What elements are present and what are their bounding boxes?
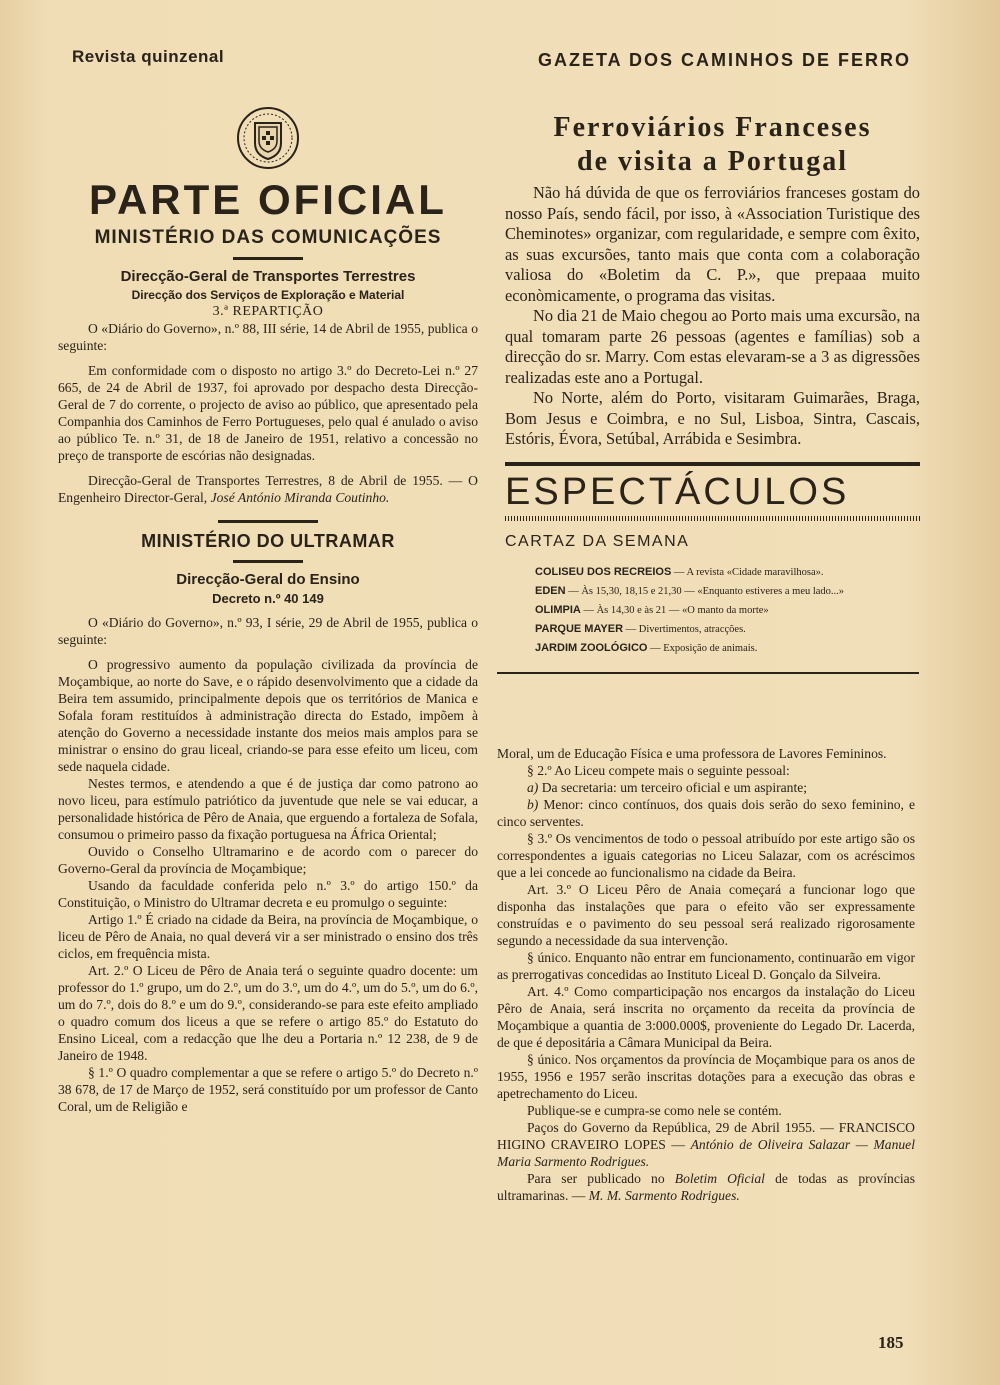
paragraph: O «Diário do Governo», n.º 88, III série, 14 de Abril de 1955, publica o seguinte: — [58, 321, 478, 353]
listing-item: COLISEU DOS RECREIOS — A revista «Cidade maravilhosa». — [535, 565, 824, 578]
signature: M. M. Sarmento Rodrigues. — [588, 1188, 740, 1203]
right-column-continuation — [497, 745, 915, 1204]
running-head-right: GAZETA DOS CAMINHOS DE FERRO — [538, 50, 912, 70]
hatched-rule — [505, 516, 920, 521]
paragraph: a) Da secretaria: um terceiro oficial e um aspirante; — [527, 780, 808, 795]
paragraph: Não há dúvida de que os ferroviários franceses gostam do nosso País, sendo fácil, por isso, à «Association Turistique des Cheminotes» organizar, com regularidade, e sempre com êxito, as suas excursões, tanto mais que conta com a colaboração valiosa do «Boletim da C. P.», que prepaaa muito econòmicamente, o programa das visitas. — [505, 183, 920, 305]
running-head-left: Revista quinzenal — [72, 47, 225, 66]
section-heading: Direcção-Geral do Ensino — [176, 571, 360, 588]
divider — [505, 462, 920, 466]
page-title: PARTE OFICIAL — [89, 176, 447, 223]
paragraph: Para ser publicado no Boletim Oficial de todas as províncias ultramarinas. — M. M. Sarmento Rodrigues. — [497, 1171, 915, 1203]
divider — [497, 672, 919, 674]
paragraph: Art. 3.º O Liceu Pêro de Anaia começará a funcionar logo que disponha das instalações que para o efeito vão ser expressamente construídas e o pavimento do seu pessoal será realizado rigorosamente segundo a necessidade da sua intervenção. — [497, 882, 915, 948]
repartition-label: 3.ª REPARTIÇÃO — [212, 304, 324, 319]
paragraph: Nestes termos, e atendendo a que é de justiça dar como patrono ao novo liceu, para estímulo patriótico da juventude que nele se vai educar, a personalidade histórica de Pêro de Anaia, que erguendo a fortaleza de Sofala, consumou o primeiro passo da fixação portuguesa na África Oriental; — [58, 776, 478, 842]
ministry-heading: MINISTÉRIO DO ULTRAMAR — [141, 531, 395, 551]
section-subheading: Direcção dos Serviços de Exploração e Material — [131, 288, 405, 302]
right-column — [505, 105, 920, 674]
section-title: ESPECTÁCULOS — [505, 470, 850, 513]
paragraph: Publique-se e cumpra-se como nele se contém. — [527, 1103, 782, 1118]
paragraph: b) Menor: cinco contínuos, dos quais dois serão do sexo feminino, e cinco serventes. — [497, 797, 915, 829]
paragraph: O progressivo aumento da população civilizada da província de Moçambique, ao norte do Save, e o rápido desenvolvimento que a cidade da Beira tem assumido, principalmente depois que os territórios de Manica e Sofala foram restituídos à administração directa do Estado, impõem à atenção do Governo a necessidade instante dos meios mais amplos para se ministrar o ensino do grau liceal, criando-se para esse efeito um liceu, com sede naquela cidade. — [58, 657, 478, 774]
ministry-heading: MINISTÉRIO DAS COMUNICAÇÕES — [94, 227, 442, 248]
paragraph: Artigo 1.º É criado na cidade da Beira, na província de Moçambique, o liceu de Pêro de Anaia, no qual deverá vir a ser ministrado o ensino dos três ciclos, em frequência mista. — [58, 912, 478, 961]
paragraph: Moral, um de Educação Física e uma professora de Lavores Femininos. — [497, 746, 887, 761]
paragraph: § único. Nos orçamentos da província de Moçambique para os anos de 1955, 1956 e 1957 serão inscritas dotações para a execução das obras e apetrechamento do Liceu. — [497, 1052, 915, 1101]
section-heading: Direcção-Geral de Transportes Terrestres — [120, 268, 416, 285]
paragraph: Ouvido o Conselho Ultramarino e de acordo com o parecer do Governo-Geral da província de Moçambique; — [58, 844, 478, 876]
page-number: 185 — [878, 1333, 904, 1352]
signature: José António Miranda Coutinho. — [210, 490, 390, 505]
listing-title: CARTAZ DA SEMANA — [505, 532, 690, 550]
paragraph: Em conformidade com o disposto no artigo 3.º do Decreto-Lei n.º 27 665, de 24 de Abril de 1937, foi aprovado por despacho desta Direcção-Geral de 7 do corrente, o projecto de aviso ao público, que apresentado pela Companhia dos Caminhos de Ferro Portugueses, pelo qual é anulado o aviso ao público Te. n.º 31, de 18 de Janeiro de 1951, relativo a concessão no preço de transporte de escórias não designadas. — [58, 363, 478, 463]
article-title: de visita a Portugal — [577, 146, 848, 177]
paragraph: Usando da faculdade conferida pelo n.º 3.º do artigo 150.º da Constituição, o Ministro do Ultramar decreta e eu promulgo o seguinte: — [58, 878, 478, 910]
portuguese-coat-of-arms-icon — [235, 105, 301, 171]
paragraph: Direcção-Geral de Transportes Terrestres, 8 de Abril de 1955. — O Engenheiro Director-Geral, José António Miranda Coutinho. — [58, 473, 478, 505]
signature: António de Oliveira Salazar — Manuel Maria Sarmento Rodrigues. — [497, 1137, 915, 1169]
divider — [233, 257, 303, 260]
paragraph: § 3.º Os vencimentos de todo o pessoal atribuído por este artigo são os correspondentes a iguais categorias no Liceu Salazar, com os acréscimos que a lei concede ao funcionalismo na cidade da Beira. — [497, 831, 915, 880]
paragraph: Art. 2.º O Liceu de Pêro de Anaia terá o seguinte quadro docente: um professor do 1.º grupo, um do 2.º, um do 3.º, um do 4.º, um do 5.º, um do 6.º, um do 7.º, dois do 8.º e um do 9.º, considerando-se para este efeito ampliado o quadro comum dos liceus a que se refere o artigo 85.º do Estatuto do Ensino Liceal, com a redacção que lhe deu a Portaria n.º 12 238, de 9 de Janeiro de 1948. — [58, 963, 478, 1063]
paragraph: Art. 4.º Como comparticipação nos encargos da instalação do Liceu Pêro de Anaia, será inscrita no orçamento da receita da província de Moçambique a quantia de 3:000.000$, proveniente do Legado Dr. Lacerda, de que é depositária a Câmara Municipal da Beira. — [497, 984, 915, 1050]
listing-item: JARDIM ZOOLÓGICO — Exposição de animais. — [535, 641, 758, 654]
divider — [233, 560, 303, 563]
decree-number: Decreto n.º 40 149 — [212, 591, 324, 606]
listing — [535, 563, 920, 658]
paragraph: Paços do Governo da República, 29 de Abril 1955. — FRANCISCO HIGINO CRAVEIRO LOPES — António de Oliveira Salazar — Manuel Maria Sarmento Rodrigues. — [497, 1120, 915, 1169]
left-column — [58, 105, 478, 1115]
paragraph: No dia 21 de Maio chegou ao Porto mais uma excursão, na qual tomaram parte 26 pessoas (agentes e famílias) sob a direcção do sr. Marry. Com estas elevaram-se a 3 as digressões realizadas este ano a Portugal. — [505, 306, 920, 387]
listing-item: OLIMPIA — Às 14,30 e às 21 — «O manto da morte» — [535, 603, 769, 616]
paragraph: § 2.º Ao Liceu compete mais o seguinte pessoal: — [527, 763, 790, 778]
paragraph: § 1.º O quadro complementar a que se refere o artigo 5.º do Decreto n.º 38 678, de 17 de Março de 1952, será constituído por um professor de Canto Coral, um de Religião e — [58, 1065, 478, 1114]
article-title: Ferroviários Franceses — [553, 112, 872, 143]
listing-item: EDEN — Às 15,30, 18,15 e 21,30 — «Enquanto estiveres a meu lado...» — [535, 584, 845, 597]
paragraph: No Norte, além do Porto, visitaram Guimarães, Braga, Bom Jesus e Coimbra, e no Sul, Lisboa, Sintra, Cascais, Estóris, Évora, Setúbal, Arrábida e Sesimbra. — [505, 388, 920, 448]
paragraph: O «Diário do Governo», n.º 93, I série, 29 de Abril de 1955, publica o seguinte: — [58, 615, 478, 647]
paragraph: § único. Enquanto não entrar em funcionamento, continuarão em vigor as prerrogativas concedidas ao Instituto Liceal D. Gonçalo da Silveira. — [497, 950, 915, 982]
divider — [218, 520, 318, 523]
listing-item: PARQUE MAYER — Divertimentos, atracções. — [535, 622, 746, 635]
